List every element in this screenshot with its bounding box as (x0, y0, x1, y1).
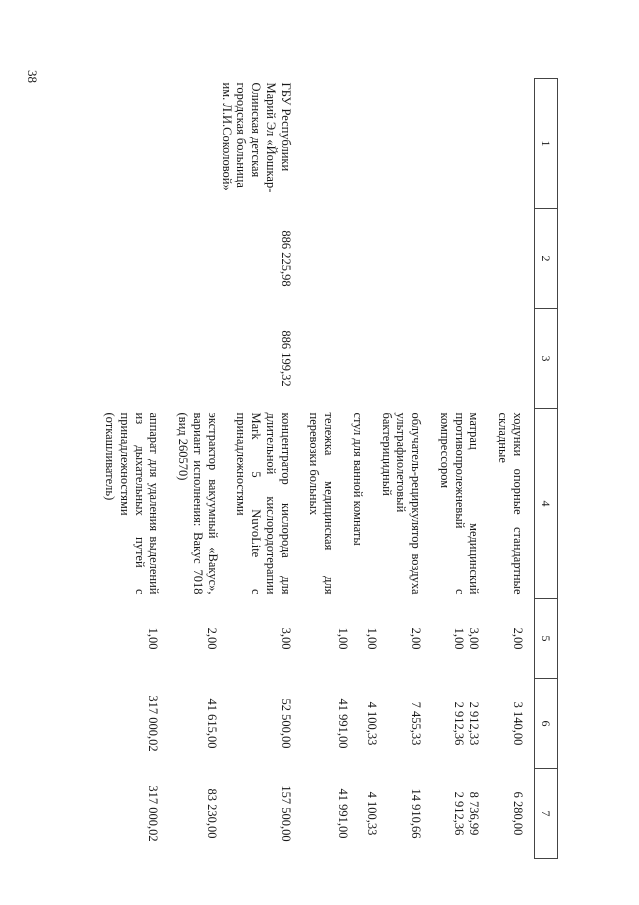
item-name: облучатель-рециркулятор воздуха ультрафиолетовый бактерицидный (379, 412, 424, 595)
page-number-text: 38 (25, 70, 40, 83)
col2-cell (293, 209, 535, 309)
item-name: ходунки опорные стандартные складные (496, 412, 525, 595)
item-name: экстрактор вакуумный «Вакус», вариант исполнения: Вакус 7018 (вид 260570) (176, 412, 220, 595)
column-header-4: 4 (535, 409, 558, 599)
equipment-table (86, 78, 558, 859)
item-qty: 2,00 (409, 627, 423, 650)
column-header-1: 1 (535, 79, 558, 209)
org-cell: ГБУ Республики Марий Эл «Йошкар-Олинская детская городская больница им. Л.И.Соколовой» (219, 82, 293, 193)
item-price: 41 615,00 (204, 698, 219, 749)
column-header-7: 7 (535, 769, 558, 859)
item-total: 14 910,66 (409, 788, 423, 839)
item-qty: 1,00 (365, 627, 379, 650)
table-row (293, 79, 535, 859)
col3-cell: 886 199,32 (278, 330, 293, 387)
item-name: аппарат для удаления выделений из дыхательных путей с принадлежностями (откашливатель) (103, 412, 162, 595)
item-total: 6 280,00 (511, 791, 525, 836)
item-price: 7 455,33 (409, 701, 423, 746)
item-name: матрац медицинский противопролежневый с компрессором (438, 412, 482, 595)
item-price: 317 000,02 (145, 695, 160, 752)
items-cell (86, 409, 293, 599)
org-cell (293, 79, 535, 209)
items-cell (293, 409, 535, 599)
item-total: 4 100,33 (365, 791, 379, 836)
item-qty: 3,00 (278, 627, 293, 650)
item-qty: 3,00 1,00 (452, 627, 481, 650)
item-price: 52 500,00 (278, 698, 293, 749)
table-row (86, 79, 293, 859)
item-total: 317 000,02 (145, 785, 160, 842)
item-qty: 1,00 (145, 627, 160, 650)
price-cell (293, 679, 535, 769)
col2-cell: 886 225,98 (278, 230, 293, 287)
item-name: концентратор кислорода для длительной кислородотерапии Mark 5 NuvoLite с принадлежностями (234, 412, 293, 595)
item-price: 3 140,00 (511, 701, 525, 746)
item-qty: 1,00 (336, 627, 350, 650)
col3-cell (293, 309, 535, 409)
item-price: 41 991,00 (336, 698, 350, 749)
item-name: тележка медицинская для перевозки больных (307, 412, 337, 595)
item-qty: 2,00 (204, 627, 219, 650)
column-header-5: 5 (535, 599, 558, 679)
rotated-table-container (103, 78, 558, 858)
item-total: 157 500,00 (278, 785, 293, 842)
item-qty: 2,00 (511, 627, 525, 650)
header-row (535, 79, 558, 859)
item-total: 83 230,00 (204, 788, 219, 839)
column-header-6: 6 (535, 679, 558, 769)
item-total: 8 736,99 2 912,36 (452, 791, 481, 836)
item-name: стул для ванной комнаты (351, 412, 365, 546)
item-price: 4 100,33 (365, 701, 379, 746)
total-cell (293, 769, 535, 859)
column-header-2: 2 (535, 209, 558, 309)
price-cell (86, 679, 293, 769)
item-price: 2 912,33 2 912,36 (452, 701, 481, 746)
total-cell (86, 769, 293, 859)
qty-cell (293, 599, 535, 679)
qty-cell (86, 599, 293, 679)
column-header-3: 3 (535, 309, 558, 409)
item-total: 41 991,00 (336, 788, 350, 839)
